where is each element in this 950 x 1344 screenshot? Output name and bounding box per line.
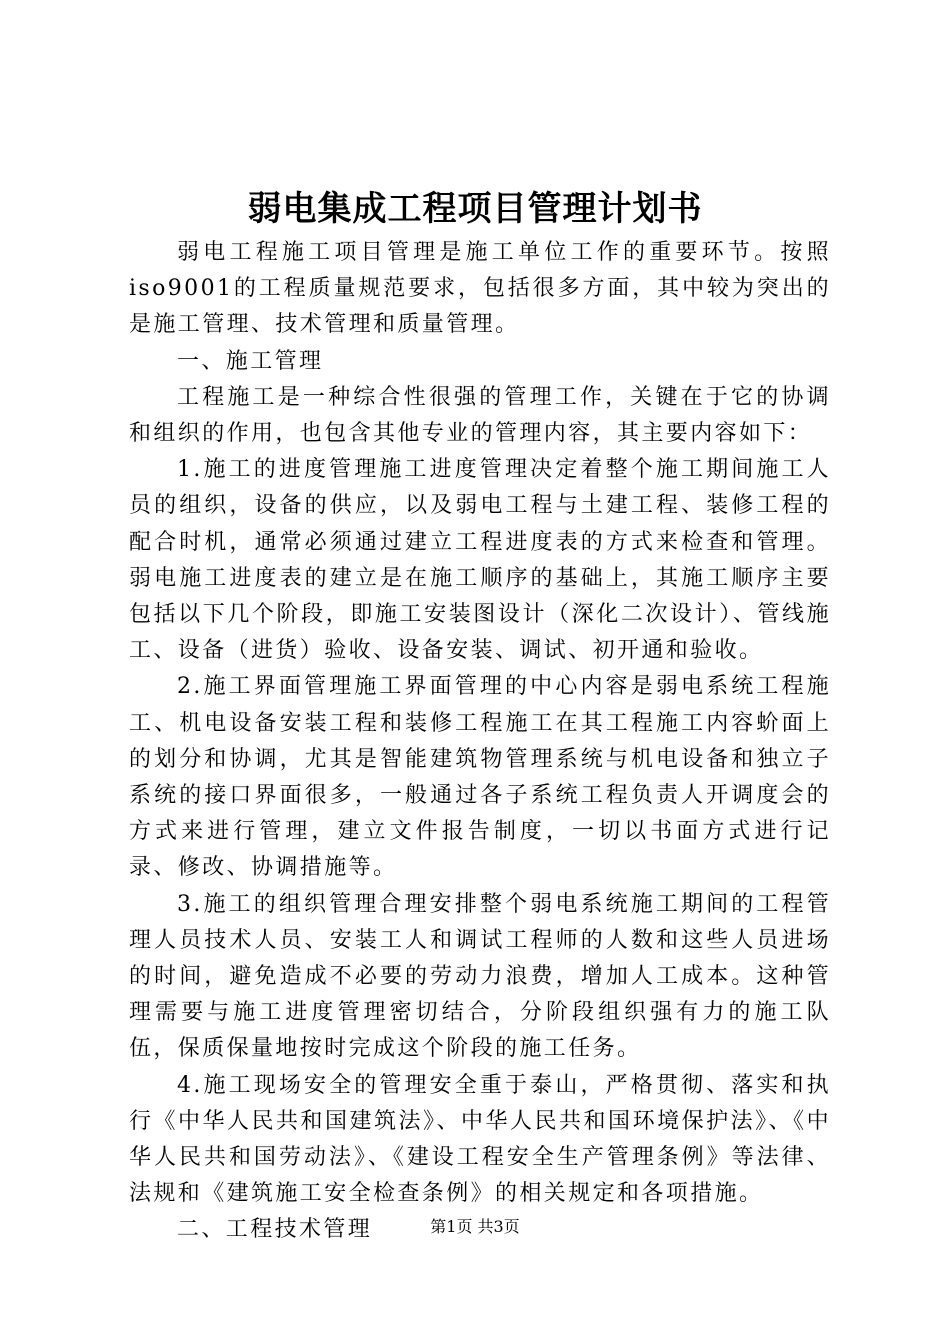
page-footer: 第1页 共3页 bbox=[430, 1217, 520, 1236]
section-heading-technical-management: 二、工程技术管理 bbox=[177, 1217, 373, 1243]
paragraph-site-safety-management: 4.施工现场安全的管理安全重于泰山，严格贯彻、落实和执行《中华人民共和国建筑法》、中华人民共和国环境保护法》、《中华人民共和国劳动法》、《建设工程安全生产管理条例》等法律、法规和《建筑施工安全检查条例》的相关规定和各项措施。 bbox=[129, 1072, 831, 1207]
paragraph-construction-overview: 工程施工是一种综合性很强的管理工作，关键在于它的协调和组织的作用，也包含其他专业的管理内容，其主要内容如下： bbox=[129, 384, 831, 447]
document-title: 弱电集成工程项目管理计划书 bbox=[247, 189, 703, 229]
paragraph-organization-management: 3.施工的组织管理合理安排整个弱电系统施工期间的工程管理人员技术人员、安装工人和调试工程师的人数和这些人员进场的时间，避免造成不必要的劳动力浪费，增加人工成本。这种管理需要与施工进度管理密切结合，分阶段组织强有力的施工队伍，保质保量地按时完成这个阶段的施工任务。 bbox=[129, 891, 831, 1062]
section-heading-construction-management: 一、施工管理 bbox=[177, 348, 324, 374]
paragraph-intro: 弱电工程施工项目管理是施工单位工作的重要环节。按照iso9001的工程质量规范要求，包括很多方面，其中较为突出的是施工管理、技术管理和质量管理。 bbox=[129, 240, 831, 338]
paragraph-interface-management: 2.施工界面管理施工界面管理的中心内容是弱电系统工程施工、机电设备安装工程和装修工程施工在其工程施工内容蚧面上的划分和协调，尤其是智能建筑物管理系统与机电设备和独立子系统的接口界面很多，一般通过各子系统工程负责人开调度会的方式来进行管理，建立文件报告制度，一切以书面方式进行记录、修改、协调措施等。 bbox=[129, 674, 831, 881]
paragraph-progress-management: 1.施工的进度管理施工进度管理决定着整个施工期间施工人员的组织，设备的供应，以及弱电工程与土建工程、装修工程的配合时机，通常必须通过建立工程进度表的方式来检查和管理。弱电施工进度表的建立是在施工顺序的基础上，其施工顺序主要包括以下几个阶段，即施工安装图设计（深化二次设计）、管线施工、设备（进货）验收、设备安装、调试、初开通和验收。 bbox=[129, 457, 831, 664]
document-body bbox=[129, 235, 831, 1249]
